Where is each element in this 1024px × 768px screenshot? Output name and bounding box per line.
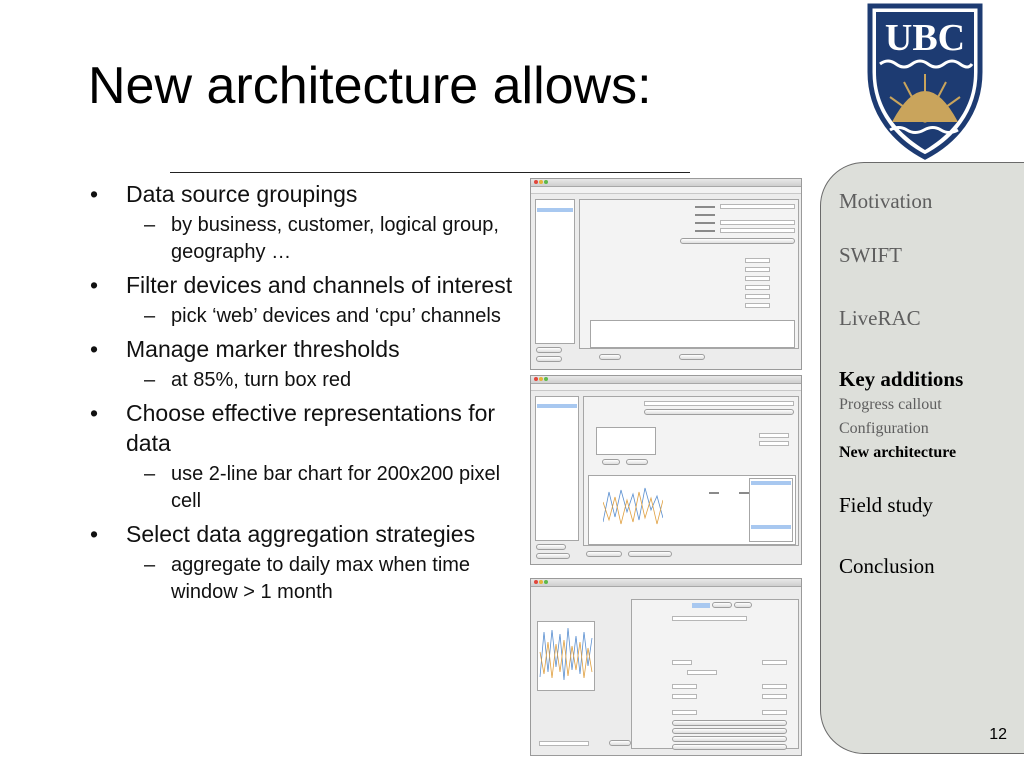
section-nav-panel: [820, 162, 1024, 754]
minimize-icon: [539, 580, 543, 584]
minimize-icon: [539, 180, 543, 184]
delete-template-button: [536, 553, 570, 559]
nav-item-key-additions: Key additions: [839, 367, 964, 391]
zoom-icon: [544, 377, 548, 381]
chart-type-select: [539, 741, 589, 746]
ubc-crest-icon: [866, 2, 984, 160]
menu-bar: [531, 187, 801, 194]
close-icon: [534, 580, 538, 584]
bullet-item: • Data source groupings: [86, 179, 516, 209]
nav-item-motivation: Motivation: [839, 189, 933, 213]
chart-options-panel: [631, 599, 799, 749]
zoom-icon: [544, 580, 548, 584]
nav-item-field-study: Field study: [839, 493, 933, 517]
title-underline: [170, 172, 690, 173]
sub-bullet-item: – use 2-line bar chart for 200x200 pixel cell: [86, 461, 516, 515]
template-manager-screenshot: [530, 375, 802, 565]
new-template-button: [536, 544, 566, 550]
bullet-item: • Manage marker thresholds: [86, 334, 516, 364]
add-strip-button: [536, 347, 562, 353]
add-representation-button: [586, 551, 622, 557]
template-list: [535, 396, 579, 541]
close-icon: [534, 180, 538, 184]
strip-manager-screenshot: [530, 178, 802, 370]
sub-bullet-item: – aggregate to daily max when time window > 1 month: [86, 552, 516, 606]
bullet-item: • Select data aggregation strategies: [86, 519, 516, 549]
nav-item-liverac: LiveRAC: [839, 306, 921, 330]
window-titlebar: [531, 579, 801, 587]
line-chart-preview: [538, 622, 594, 690]
slide-title: New architecture allows:: [88, 57, 652, 115]
nav-subitem-configuration: Configuration: [839, 420, 929, 437]
page-number: 12: [989, 726, 1007, 743]
delete-representation-button: [628, 551, 672, 557]
nav-subitem-new-architecture: New architecture: [839, 444, 957, 461]
menu-bar: [531, 384, 801, 391]
bullet-item: • Choose effective representations for data: [86, 398, 516, 458]
window-titlebar: [531, 179, 801, 187]
minimize-icon: [539, 377, 543, 381]
connect-button: [599, 354, 621, 360]
close-icon: [534, 377, 538, 381]
window-titlebar: [531, 376, 801, 384]
chart-configuration-screenshot: [530, 578, 802, 756]
done-button: [609, 740, 631, 746]
chart-preview: [537, 621, 595, 691]
template-preview-chart: [603, 482, 663, 532]
strip-list: [535, 199, 575, 344]
sub-bullet-item: – by business, customer, logical group, geography …: [86, 212, 516, 266]
disconnect-button: [679, 354, 705, 360]
nav-item-conclusion: Conclusion: [839, 554, 935, 578]
bullet-item: • Filter devices and channels of interest: [86, 270, 516, 300]
zoom-icon: [544, 180, 548, 184]
sub-bullet-item: – pick ‘web’ devices and ‘cpu’ channels: [86, 303, 516, 330]
nav-item-swift: SWIFT: [839, 243, 902, 267]
strip-configuration-panel: [579, 199, 799, 349]
crest-text: UBC: [884, 17, 966, 59]
delete-strip-button: [536, 356, 562, 362]
sub-bullet-item: – at 85%, turn box red: [86, 367, 516, 394]
template-properties-panel: [583, 396, 799, 546]
bullet-list: [86, 175, 516, 610]
nav-subitem-progress-callout: Progress callout: [839, 396, 942, 413]
